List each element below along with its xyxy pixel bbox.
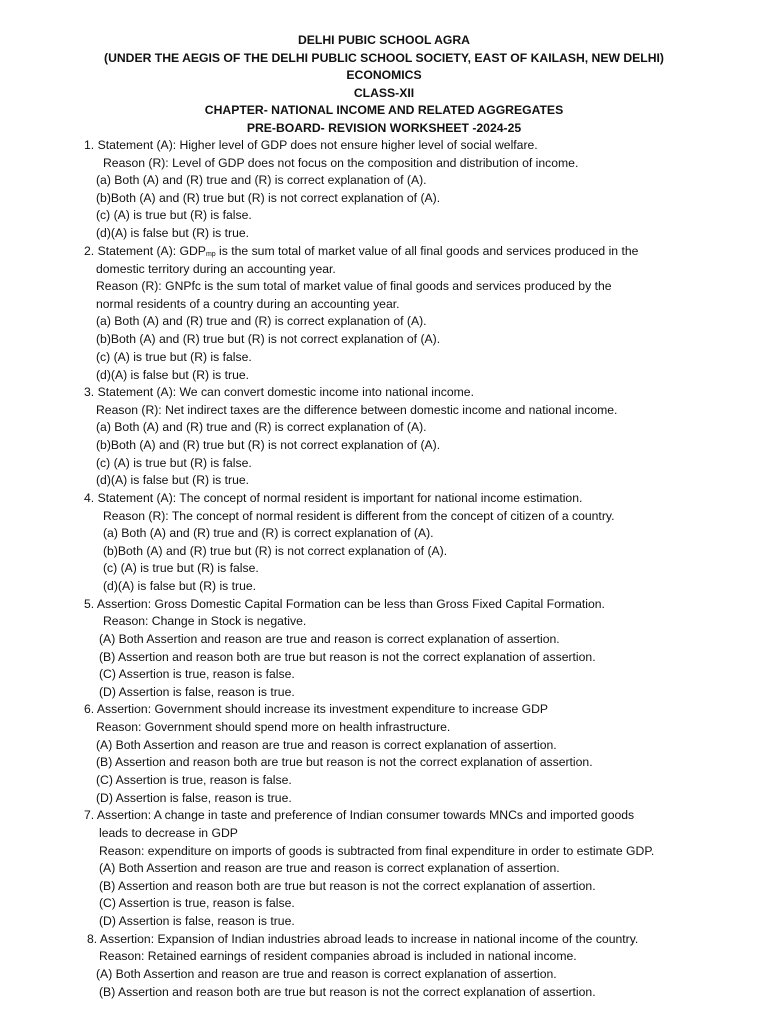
q4-statement-text: Statement (A): The concept of normal resident is important for national income estimation. (97, 491, 583, 505)
q3-statement-text: Statement (A): We can convert domestic income into national income. (97, 385, 474, 399)
q3-number: 3. (84, 385, 95, 399)
q5-option-b: (B) Assertion and reason both are true but reason is not the correct explanation of assertion. (99, 650, 596, 664)
q8-number: 8. (87, 932, 98, 946)
q4-option-c: (c) (A) is true but (R) is false. (103, 561, 259, 575)
q2-statement-cont: domestic territory during an accounting year. (96, 262, 336, 276)
q8-reason: Reason: Retained earnings of resident companies abroad is included in national income. (99, 949, 577, 963)
q7-option-d: (D) Assertion is false, reason is true. (99, 914, 295, 928)
q4-number: 4. (84, 491, 95, 505)
q3-option-c: (c) (A) is true but (R) is false. (96, 456, 252, 470)
q6-option-d: (D) Assertion is false, reason is true. (96, 791, 292, 805)
q8-statement (87, 931, 638, 949)
q1-option-a: (a) Both (A) and (R) true and (R) is correct explanation of (A). (96, 173, 427, 187)
q3-reason: Reason (R): Net indirect taxes are the difference between domestic income and national income. (96, 403, 618, 417)
school-name: DELHI PUBIC SCHOOL AGRA (298, 33, 470, 47)
q6-option-b: (B) Assertion and reason both are true but reason is not the correct explanation of assertion. (96, 755, 593, 769)
q6-option-c: (C) Assertion is true, reason is false. (96, 773, 292, 787)
q4-statement (84, 490, 582, 508)
q2-reason-cont: normal residents of a country during an accounting year. (96, 297, 400, 311)
aegis-line: (UNDER THE AEGIS OF THE DELHI PUBLIC SCHOOL SOCIETY, EAST OF KAILASH, NEW DELHI) (104, 50, 664, 65)
q5-statement (84, 596, 605, 614)
q2-statement-rest: is the sum total of market value of all final goods and services produced in the (215, 244, 639, 258)
q3-statement (84, 384, 474, 402)
q6-statement-text: Assertion: Government should increase its investment expenditure to increase GDP (96, 702, 549, 716)
q4-reason: Reason (R): The concept of normal resident is different from the concept of citizen of a country. (103, 509, 615, 523)
subject-line: ECONOMICS (346, 68, 422, 83)
q1-option-c: (c) (A) is true but (R) is false. (96, 208, 252, 222)
worksheet-title: PRE-BOARD- REVISION WORKSHEET -2024-25 (246, 120, 522, 135)
q7-option-a: (A) Both Assertion and reason are true and reason is correct explanation of assertion. (99, 861, 560, 875)
q2-option-c: (c) (A) is true but (R) is false. (96, 350, 252, 364)
q2-number: 2. (84, 244, 95, 258)
q7-option-c: (C) Assertion is true, reason is false. (99, 896, 295, 910)
q1-option-d: (d)(A) is false but (R) is true. (96, 226, 250, 240)
q5-number: 5. (84, 597, 95, 611)
q5-option-a: (A) Both Assertion and reason are true and reason is correct explanation of assertion. (99, 632, 560, 646)
q2-option-a: (a) Both (A) and (R) true and (R) is correct explanation of (A). (96, 314, 427, 328)
q5-reason: Reason: Change in Stock is negative. (103, 614, 307, 628)
q1-option-b: (b)Both (A) and (R) true but (R) is not correct explanation of (A). (96, 191, 441, 205)
q2-statement-prefix: Statement (A): GDP (97, 244, 206, 258)
q2-option-d: (d)(A) is false but (R) is true. (96, 368, 250, 382)
worksheet-header (0, 32, 768, 138)
q8-option-b: (B) Assertion and reason both are true but reason is not the correct explanation of assertion. (99, 985, 596, 999)
q7-statement-text: Assertion: A change in taste and preference of Indian consumer towards MNCs and imported goods (96, 808, 635, 822)
q2-option-b: (b)Both (A) and (R) true but (R) is not correct explanation of (A). (96, 332, 441, 346)
q7-reason: Reason: expenditure on imports of goods is subtracted from final expenditure in order to estimate GDP. (99, 844, 655, 858)
q6-reason: Reason: Government should spend more on health infrastructure. (96, 720, 451, 734)
q5-statement-text: Assertion: Gross Domestic Capital Formation can be less than Gross Fixed Capital Formation. (96, 597, 605, 611)
q8-option-a: (A) Both Assertion and reason are true and reason is correct explanation of assertion. (96, 967, 557, 981)
q1-statement (84, 137, 538, 155)
q7-statement (84, 807, 634, 825)
q4-option-d: (d)(A) is false but (R) is true. (103, 579, 257, 593)
q4-option-a: (a) Both (A) and (R) true and (R) is correct explanation of (A). (103, 526, 434, 540)
q2-statement-subscript: mp (205, 251, 216, 258)
q5-option-c: (C) Assertion is true, reason is false. (99, 667, 295, 681)
q1-statement-text: Statement (A): Higher level of GDP does not ensure higher level of social welfare. (97, 138, 538, 152)
q3-option-a: (a) Both (A) and (R) true and (R) is correct explanation of (A). (96, 420, 427, 434)
q1-number: 1. (84, 138, 95, 152)
q1-reason: Reason (R): Level of GDP does not focus on the composition and distribution of income. (103, 156, 579, 170)
q8-statement-text: Assertion: Expansion of Indian industries abroad leads to increase in national income of the country. (99, 932, 639, 946)
q4-option-b: (b)Both (A) and (R) true but (R) is not correct explanation of (A). (103, 544, 448, 558)
q2-reason: Reason (R): GNPfc is the sum total of market value of final goods and services produced by the (96, 279, 612, 293)
q3-option-d: (d)(A) is false but (R) is true. (96, 473, 250, 487)
q7-statement-cont: leads to decrease in GDP (99, 826, 238, 840)
q6-option-a: (A) Both Assertion and reason are true and reason is correct explanation of assertion. (96, 738, 557, 752)
q7-option-b: (B) Assertion and reason both are true but reason is not the correct explanation of assertion. (99, 879, 596, 893)
q7-number: 7. (84, 808, 95, 822)
q5-option-d: (D) Assertion is false, reason is true. (99, 685, 295, 699)
class-line: CLASS-XII (353, 85, 415, 100)
q6-statement (84, 701, 548, 719)
chapter-line: CHAPTER- NATIONAL INCOME AND RELATED AGGREGATES (204, 103, 564, 118)
q3-option-b: (b)Both (A) and (R) true but (R) is not correct explanation of (A). (96, 438, 441, 452)
q6-number: 6. (84, 702, 95, 716)
